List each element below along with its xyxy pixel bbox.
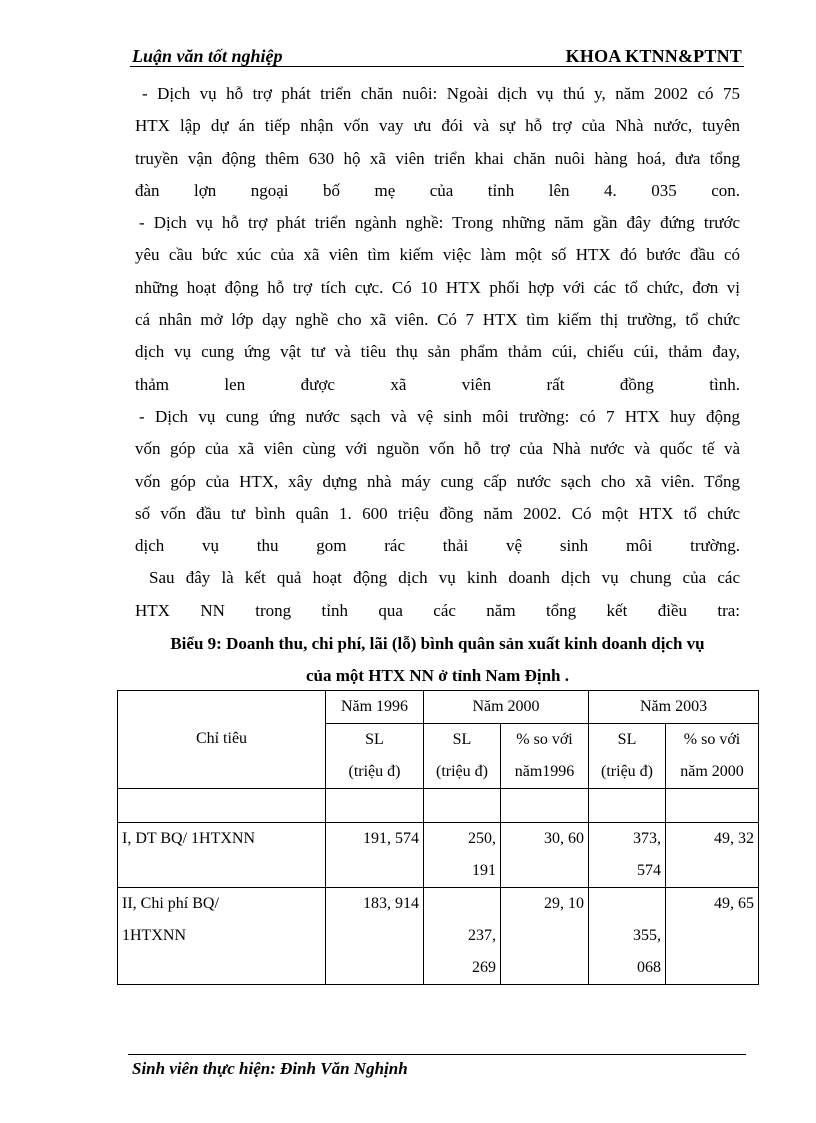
cell-value: 49, 32 [666, 823, 759, 888]
row-label [118, 888, 326, 985]
header-cell-2003: Năm 2003 [589, 691, 759, 724]
header-cell-2000: Năm 2000 [424, 691, 589, 724]
text-line: những hoạt động hỗ trợ tích cực. Có 10 HTX phối hợp với các tổ chức, đơn vị [135, 277, 740, 297]
body-text [135, 78, 740, 627]
text-line: cá nhân mở lớp dạy nghề cho xã viên. Có 7 HTX tìm kiếm thị trường, tổ chức [135, 310, 740, 330]
caption-line: Biểu 9: Doanh thu, chi phí, lãi (lỗ) bình quân sản xuất kinh doanh dịch vụ [170, 634, 705, 653]
header-thesis-title: Luận văn tốt nghiệp [132, 46, 283, 66]
text-line: đàn lợn ngoại bố mẹ của tỉnh lên 4. 035 con. [135, 180, 740, 200]
header-sl: SL [365, 731, 384, 748]
text-line: vốn góp của HTX, xây dựng nhà máy cung cấp nước sạch cho xã viên. Tổng [135, 471, 740, 491]
table-row [118, 823, 759, 888]
header-unit: (triệu đ) [436, 763, 488, 780]
text-line: yêu cầu bức xúc của xã viên tìm kiếm việc làm một số HTX đó bước đầu có [135, 245, 740, 265]
text-line: dịch vụ cung ứng vật tư và tiêu thụ sản phẩm thảm cúi, chiếu cúi, thảm đay, [135, 342, 740, 362]
header-pct-base: năm 2000 [680, 763, 744, 780]
cell-value [424, 888, 501, 985]
header-cell-indicator: Chỉ tiêu [118, 691, 326, 789]
paragraph-crafts [135, 207, 740, 401]
row-label-part: II, Chi phí BQ/ [122, 895, 219, 912]
header-pct: % so với [683, 731, 741, 748]
header-unit: (triệu đ) [348, 763, 401, 780]
table-row-empty [118, 789, 759, 823]
data-table [117, 690, 759, 985]
caption-line: của một HTX NN ở tỉnh Nam Định . [305, 666, 570, 685]
cell-value: 29, 10 [501, 888, 589, 985]
text-line: thảm len được xã viên rất đồng tình. [135, 374, 740, 394]
cell-value [424, 823, 501, 888]
header-pct: % so với [516, 731, 573, 748]
cell-value [589, 823, 666, 888]
header-cell-1996: Năm 1996 [326, 691, 424, 724]
cell-part: 068 [637, 959, 662, 976]
cell-value: 191, 574 [326, 823, 424, 888]
header-cell-sl [326, 724, 424, 789]
table-caption [120, 628, 755, 692]
cell-value: 49, 65 [666, 888, 759, 985]
table-header-row [118, 691, 759, 724]
header-cell-pct [501, 724, 589, 789]
cell-part: 237, [468, 927, 496, 944]
header-cell-sl [424, 724, 501, 789]
header-faculty: KHOA KTNN&PTNT [565, 46, 742, 66]
text-line: truyền vận động thêm 630 hộ xã viên triển khai chăn nuôi hàng hoá, đưa tổng [135, 148, 740, 168]
text-line: HTX NN trong tỉnh qua các năm tổng kết điều tra: [135, 600, 740, 620]
cell-part: 355, [633, 927, 662, 944]
text-line: dịch vụ thu gom rác thải vệ sinh môi trường. [135, 536, 740, 556]
text-line: vốn góp của xã viên cùng với nguồn vốn hỗ trợ của Nhà nước và quốc tế và [135, 439, 740, 459]
cell-part: 574 [637, 862, 662, 879]
row-label: I, DT BQ/ 1HTXNN [118, 823, 326, 888]
cell-part: 269 [472, 959, 496, 976]
cell-value [589, 888, 666, 985]
header-cell-pct [666, 724, 759, 789]
text-line: Sau đây là kết quả hoạt động dịch vụ kinh doanh dịch vụ chung của các [149, 568, 740, 588]
text-line: - Dịch vụ cung ứng nước sạch và vệ sinh môi trường: có 7 HTX huy động [139, 406, 740, 426]
header-pct-base: năm1996 [514, 763, 575, 780]
footer-divider [128, 1054, 746, 1055]
text-line: - Dịch vụ hỗ trợ phát triển ngành nghề: Trong những năm gần đây đứng trước [139, 213, 740, 233]
paragraph-intro-table [135, 562, 740, 627]
cell-value: 30, 60 [501, 823, 589, 888]
header-unit: (triệu đ) [601, 763, 653, 780]
paragraph-water [135, 401, 740, 562]
page-footer-author: Sinh viên thực hiện: Đinh Văn Nghịnh [132, 1059, 408, 1078]
header-sl: SL [617, 731, 637, 748]
row-label-part: 1HTXNN [122, 927, 186, 944]
header-cell-sl [589, 724, 666, 789]
table-row [118, 888, 759, 985]
header-sl: SL [452, 731, 472, 748]
text-line: - Dịch vụ hỗ trợ phát triển chăn nuôi: Ngoài dịch vụ thú y, năm 2002 có 75 [142, 84, 740, 103]
cell-value: 183, 914 [326, 888, 424, 985]
text-line: số vốn đầu tư bình quân 1. 600 triệu đồng năm 2002. Có một HTX tổ chức [135, 503, 740, 523]
cell-part: 191 [472, 862, 496, 879]
page-header [130, 44, 744, 67]
text-line: HTX lập dự án tiếp nhận vốn vay ưu đói và sự hỗ trợ của Nhà nước, tuyên [135, 116, 740, 136]
cell-part: 250, [468, 830, 496, 847]
cell-part: 373, [633, 830, 662, 847]
paragraph-livestock [135, 78, 740, 207]
